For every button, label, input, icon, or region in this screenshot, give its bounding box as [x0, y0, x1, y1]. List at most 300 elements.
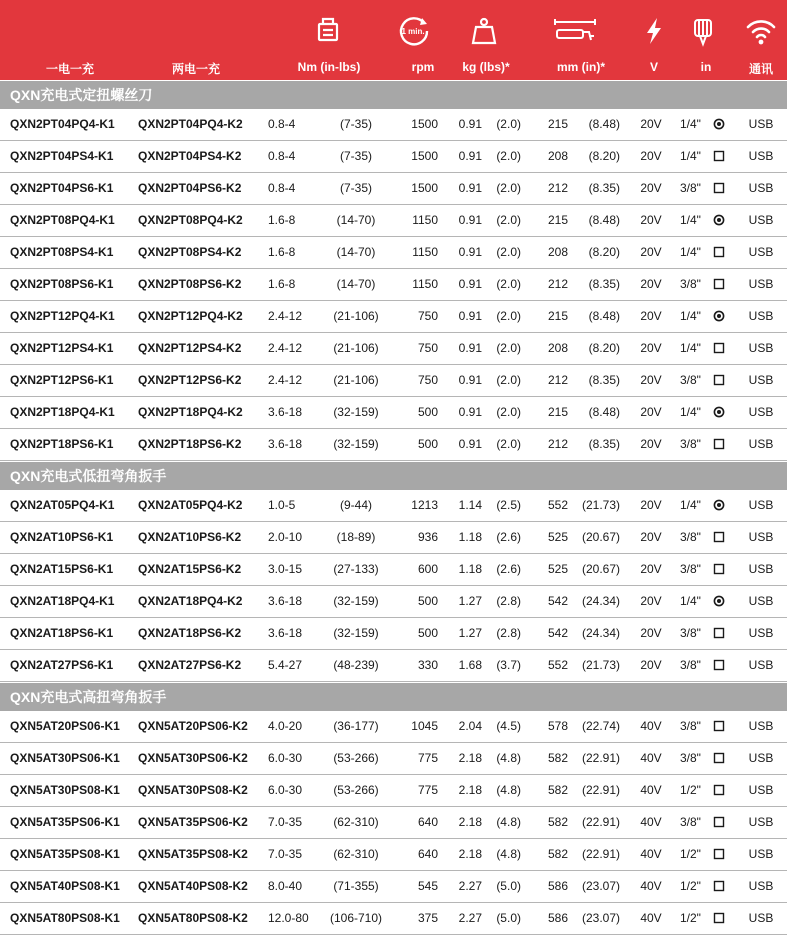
cell-drive-size: 1/4" — [680, 498, 701, 512]
cell-length-in: (8.20) — [588, 341, 620, 355]
cell-torque-nm: 12.0-80 — [268, 911, 309, 925]
section-title: QXN充电式定扭螺丝刀 — [0, 80, 787, 109]
square-drive-icon — [713, 627, 725, 639]
cell-model-k1: QXN5AT30PS06-K1 — [10, 751, 120, 765]
table-row — [0, 365, 787, 397]
cell-comm: USB — [748, 719, 774, 733]
cell-torque-inlbs: (32-159) — [333, 405, 379, 419]
table-row — [0, 397, 787, 429]
cell-weight-lbs: (2.8) — [496, 626, 521, 640]
cell-length-in: (8.35) — [588, 373, 620, 387]
cell-torque-inlbs: (7-35) — [339, 117, 372, 131]
cell-model-k2: QXN2PT04PS6-K2 — [138, 181, 242, 195]
cell-torque-inlbs: (62-310) — [333, 847, 379, 861]
cell-drive-size: 3/8" — [680, 530, 701, 544]
cell-comm: USB — [748, 815, 774, 829]
cell-model-k2: QXN2PT08PS6-K2 — [138, 277, 242, 291]
cell-rpm: 500 — [417, 405, 438, 419]
table-row — [0, 333, 787, 365]
cell-weight-kg: 2.27 — [458, 879, 482, 893]
cell-model-k2: QXN2PT12PS4-K2 — [138, 341, 242, 355]
cell-rpm: 500 — [417, 594, 438, 608]
cell-model-k2: QXN2PT08PQ4-K2 — [138, 213, 243, 227]
cell-length-in: (8.48) — [588, 309, 620, 323]
cell-length-mm: 542 — [547, 594, 568, 608]
cell-torque-nm: 2.4-12 — [268, 341, 303, 355]
cell-weight-kg: 0.91 — [458, 181, 482, 195]
cell-weight-kg: 2.18 — [458, 847, 482, 861]
cell-comm: USB — [748, 562, 774, 576]
cell-torque-nm: 3.6-18 — [268, 594, 303, 608]
cell-drive-size: 1/4" — [680, 341, 701, 355]
cell-weight-lbs: (2.0) — [496, 309, 521, 323]
cell-length-mm: 578 — [547, 719, 568, 733]
cell-comm: USB — [748, 783, 774, 797]
cell-weight-lbs: (2.8) — [496, 594, 521, 608]
quick-change-chuck-icon — [713, 214, 725, 226]
cell-rpm: 500 — [417, 437, 438, 451]
cell-drive-size: 3/8" — [680, 658, 701, 672]
cell-weight-kg: 2.27 — [458, 911, 482, 925]
cell-drive-size: 3/8" — [680, 751, 701, 765]
cell-weight-lbs: (2.6) — [496, 530, 521, 544]
cell-length-mm: 215 — [547, 117, 568, 131]
cell-model-k2: QXN2AT10PS6-K2 — [138, 530, 242, 544]
cell-model-k2: QXN2PT18PS6-K2 — [138, 437, 242, 451]
cell-torque-nm: 2.4-12 — [268, 309, 303, 323]
cell-torque-nm: 5.4-27 — [268, 658, 303, 672]
cell-length-mm: 212 — [547, 373, 568, 387]
tool-length-icon — [553, 14, 597, 48]
cell-torque-nm: 2.0-10 — [268, 530, 303, 544]
cell-length-in: (8.48) — [588, 117, 620, 131]
cell-weight-kg: 0.91 — [458, 405, 482, 419]
cell-voltage: 20V — [640, 213, 662, 227]
cell-drive-size: 1/4" — [680, 405, 701, 419]
cell-drive-size: 1/2" — [680, 911, 701, 925]
table-row — [0, 237, 787, 269]
cell-length-in: (21.73) — [581, 498, 620, 512]
cell-drive-size: 1/4" — [680, 213, 701, 227]
cell-model-k1: QXN2PT08PS4-K1 — [10, 245, 114, 259]
cell-comm: USB — [748, 751, 774, 765]
table-row — [0, 205, 787, 237]
cell-weight-kg: 0.91 — [458, 245, 482, 259]
table-row — [0, 807, 787, 839]
cell-length-in: (22.91) — [581, 751, 620, 765]
header-label-torque: Nm (in-lbs) — [297, 60, 361, 74]
cell-comm: USB — [748, 911, 774, 925]
cell-weight-kg: 0.91 — [458, 213, 482, 227]
cell-voltage: 20V — [640, 373, 662, 387]
cell-model-k1: QXN5AT20PS06-K1 — [10, 719, 120, 733]
cell-torque-inlbs: (32-159) — [333, 437, 379, 451]
table-row — [0, 618, 787, 650]
cell-weight-kg: 1.18 — [458, 530, 482, 544]
cell-voltage: 40V — [640, 719, 662, 733]
cell-voltage: 40V — [640, 783, 662, 797]
cell-comm: USB — [748, 213, 774, 227]
cell-weight-lbs: (3.7) — [496, 658, 521, 672]
cell-torque-nm: 7.0-35 — [268, 815, 303, 829]
square-drive-icon — [713, 246, 725, 258]
cell-comm: USB — [748, 117, 774, 131]
weight-icon — [467, 14, 501, 48]
cell-rpm: 1213 — [411, 498, 438, 512]
cell-torque-nm: 6.0-30 — [268, 751, 303, 765]
cell-drive-size: 1/2" — [680, 847, 701, 861]
cell-model-k1: QXN2AT27PS6-K1 — [10, 658, 114, 672]
cell-drive-size: 3/8" — [680, 373, 701, 387]
cell-weight-kg: 0.91 — [458, 341, 482, 355]
cell-weight-lbs: (4.8) — [496, 783, 521, 797]
header-label-rpm: rpm — [411, 60, 435, 74]
cell-length-mm: 525 — [547, 562, 568, 576]
cell-weight-kg: 2.18 — [458, 815, 482, 829]
table-body — [0, 80, 787, 935]
cell-length-in: (8.48) — [588, 405, 620, 419]
cell-model-k2: QXN2PT04PS4-K2 — [138, 149, 242, 163]
cell-rpm: 1500 — [411, 117, 438, 131]
cell-torque-inlbs: (14-70) — [336, 277, 376, 291]
cell-torque-nm: 1.6-8 — [268, 277, 296, 291]
cell-model-k2: QXN2AT18PQ4-K2 — [138, 594, 243, 608]
cell-torque-nm: 8.0-40 — [268, 879, 303, 893]
cell-drive-size: 3/8" — [680, 277, 701, 291]
square-drive-icon — [713, 342, 725, 354]
cell-weight-lbs: (2.0) — [496, 117, 521, 131]
cell-weight-kg: 1.14 — [458, 498, 482, 512]
cell-weight-lbs: (4.8) — [496, 815, 521, 829]
cell-length-mm: 208 — [547, 245, 568, 259]
cell-comm: USB — [748, 498, 774, 512]
cell-length-mm: 215 — [547, 405, 568, 419]
table-row — [0, 141, 787, 173]
cell-rpm: 600 — [417, 562, 438, 576]
cell-rpm: 936 — [417, 530, 438, 544]
cell-model-k2: QXN2PT12PS6-K2 — [138, 373, 242, 387]
quick-change-chuck-icon — [713, 310, 725, 322]
table-row — [0, 586, 787, 618]
cell-torque-inlbs: (18-89) — [336, 530, 376, 544]
cell-comm: USB — [748, 594, 774, 608]
cell-comm: USB — [748, 181, 774, 195]
cell-weight-kg: 0.91 — [458, 149, 482, 163]
cell-model-k1: QXN5AT40PS08-K1 — [10, 879, 120, 893]
cell-comm: USB — [748, 149, 774, 163]
cell-model-k1: QXN2AT15PS6-K1 — [10, 562, 114, 576]
cell-voltage: 20V — [640, 309, 662, 323]
cell-rpm: 375 — [417, 911, 438, 925]
cell-voltage: 20V — [640, 245, 662, 259]
cell-torque-nm: 1.0-5 — [268, 498, 296, 512]
cell-weight-kg: 0.91 — [458, 373, 482, 387]
square-drive-icon — [713, 784, 725, 796]
cell-length-mm: 212 — [547, 277, 568, 291]
cell-length-in: (22.74) — [581, 719, 620, 733]
cell-length-mm: 215 — [547, 309, 568, 323]
cell-length-mm: 582 — [547, 847, 568, 861]
table-row — [0, 743, 787, 775]
cell-rpm: 640 — [417, 815, 438, 829]
cell-length-in: (8.20) — [588, 245, 620, 259]
cell-model-k1: QXN2PT04PS6-K1 — [10, 181, 114, 195]
cell-model-k1: QXN5AT80PS08-K1 — [10, 911, 120, 925]
cell-weight-kg: 1.18 — [458, 562, 482, 576]
cell-weight-kg: 1.27 — [458, 594, 482, 608]
cell-length-mm: 208 — [547, 341, 568, 355]
cell-torque-inlbs: (14-70) — [336, 245, 376, 259]
square-drive-icon — [713, 659, 725, 671]
table-row — [0, 554, 787, 586]
cell-weight-kg: 2.04 — [458, 719, 482, 733]
table-row — [0, 109, 787, 141]
cell-torque-nm: 1.6-8 — [268, 245, 296, 259]
table-row — [0, 173, 787, 205]
cell-voltage: 20V — [640, 498, 662, 512]
cell-drive-size: 3/8" — [680, 437, 701, 451]
square-drive-icon — [713, 752, 725, 764]
cell-rpm: 775 — [417, 783, 438, 797]
cell-weight-kg: 0.91 — [458, 117, 482, 131]
cell-torque-inlbs: (9-44) — [339, 498, 372, 512]
cell-torque-nm: 3.6-18 — [268, 626, 303, 640]
cell-rpm: 545 — [417, 879, 438, 893]
cell-model-k2: QXN5AT30PS08-K2 — [138, 783, 248, 797]
cell-weight-lbs: (2.0) — [496, 181, 521, 195]
header-label-length: mm (in)* — [557, 60, 605, 74]
cell-rpm: 1500 — [411, 181, 438, 195]
cell-model-k1: QXN2PT04PQ4-K1 — [10, 117, 115, 131]
table-row — [0, 871, 787, 903]
cell-voltage: 40V — [640, 911, 662, 925]
cell-drive-size: 3/8" — [680, 181, 701, 195]
square-drive-icon — [713, 720, 725, 732]
cell-model-k2: QXN2AT18PS6-K2 — [138, 626, 242, 640]
cell-weight-lbs: (2.0) — [496, 437, 521, 451]
cell-weight-lbs: (5.0) — [496, 879, 521, 893]
cell-weight-kg: 2.18 — [458, 783, 482, 797]
cell-length-in: (21.73) — [581, 658, 620, 672]
cell-length-in: (8.20) — [588, 149, 620, 163]
speed-icon-text: 1 min. — [401, 27, 425, 36]
cell-length-mm: 582 — [547, 783, 568, 797]
cell-drive-size: 1/2" — [680, 783, 701, 797]
cell-drive-size: 3/8" — [680, 815, 701, 829]
cell-comm: USB — [748, 847, 774, 861]
cell-torque-inlbs: (7-35) — [339, 181, 372, 195]
cell-model-k2: QXN2AT27PS6-K2 — [138, 658, 242, 672]
cell-rpm: 750 — [417, 341, 438, 355]
cell-weight-lbs: (2.0) — [496, 213, 521, 227]
cell-weight-lbs: (2.0) — [496, 149, 521, 163]
cell-comm: USB — [748, 309, 774, 323]
cell-model-k1: QXN2AT18PS6-K1 — [10, 626, 114, 640]
torque-clamp-icon — [311, 14, 345, 48]
cell-model-k1: QXN5AT30PS08-K1 — [10, 783, 120, 797]
table-row — [0, 429, 787, 461]
cell-rpm: 750 — [417, 373, 438, 387]
cell-length-in: (22.91) — [581, 815, 620, 829]
cell-model-k2: QXN5AT35PS08-K2 — [138, 847, 248, 861]
cell-length-mm: 212 — [547, 181, 568, 195]
table-row — [0, 522, 787, 554]
cell-torque-nm: 4.0-20 — [268, 719, 303, 733]
cell-torque-inlbs: (21-106) — [333, 373, 379, 387]
square-drive-icon — [713, 531, 725, 543]
cell-length-mm: 586 — [547, 879, 568, 893]
header-label-voltage: V — [649, 60, 659, 74]
cell-torque-inlbs: (32-159) — [333, 626, 379, 640]
cell-torque-inlbs: (21-106) — [333, 309, 379, 323]
cell-weight-lbs: (4.8) — [496, 751, 521, 765]
speed-1min-icon — [397, 14, 431, 48]
cell-length-in: (20.67) — [581, 562, 620, 576]
cell-drive-size: 1/4" — [680, 117, 701, 131]
cell-torque-inlbs: (62-310) — [333, 815, 379, 829]
cell-torque-inlbs: (7-35) — [339, 149, 372, 163]
cell-rpm: 1500 — [411, 149, 438, 163]
cell-voltage: 20V — [640, 626, 662, 640]
cell-length-in: (24.34) — [581, 594, 620, 608]
cell-weight-lbs: (2.6) — [496, 562, 521, 576]
table-row — [0, 839, 787, 871]
cell-weight-kg: 0.91 — [458, 309, 482, 323]
square-drive-icon — [713, 880, 725, 892]
cell-voltage: 40V — [640, 847, 662, 861]
cell-model-k1: QXN2PT04PS4-K1 — [10, 149, 114, 163]
square-drive-icon — [713, 563, 725, 575]
cell-length-mm: 542 — [547, 626, 568, 640]
cell-length-mm: 215 — [547, 213, 568, 227]
cell-comm: USB — [748, 245, 774, 259]
cell-rpm: 750 — [417, 309, 438, 323]
cell-drive-size: 3/8" — [680, 626, 701, 640]
cell-comm: USB — [748, 437, 774, 451]
header-label-k2: 两电一充 — [171, 62, 221, 76]
square-drive-icon — [713, 848, 725, 860]
cell-weight-kg: 0.91 — [458, 437, 482, 451]
table-row — [0, 490, 787, 522]
cell-model-k2: QXN5AT30PS06-K2 — [138, 751, 248, 765]
header-label-k1: 一电一充 — [45, 62, 95, 76]
cell-weight-kg: 2.18 — [458, 751, 482, 765]
square-drive-icon — [713, 438, 725, 450]
cell-torque-nm: 3.0-15 — [268, 562, 303, 576]
cell-torque-nm: 2.4-12 — [268, 373, 303, 387]
cell-weight-lbs: (2.0) — [496, 245, 521, 259]
cell-length-mm: 586 — [547, 911, 568, 925]
cell-length-mm: 212 — [547, 437, 568, 451]
cell-torque-inlbs: (27-133) — [333, 562, 379, 576]
cell-model-k2: QXN2PT04PQ4-K2 — [138, 117, 243, 131]
cell-model-k2: QXN2PT08PS4-K2 — [138, 245, 242, 259]
quick-change-chuck-icon — [713, 499, 725, 511]
cell-torque-nm: 0.8-4 — [268, 117, 296, 131]
square-drive-icon — [713, 278, 725, 290]
cell-model-k2: QXN2PT18PQ4-K2 — [138, 405, 243, 419]
cell-length-mm: 552 — [547, 658, 568, 672]
cell-voltage: 20V — [640, 437, 662, 451]
section-title: QXN充电式高扭弯角扳手 — [0, 682, 787, 711]
cell-comm: USB — [748, 658, 774, 672]
cell-model-k2: QXN5AT80PS08-K2 — [138, 911, 248, 925]
cell-weight-lbs: (2.0) — [496, 341, 521, 355]
cell-torque-nm: 7.0-35 — [268, 847, 303, 861]
square-drive-icon — [713, 182, 725, 194]
cell-voltage: 20V — [640, 562, 662, 576]
cell-model-k1: QXN2AT18PQ4-K1 — [10, 594, 115, 608]
cell-voltage: 40V — [640, 751, 662, 765]
table-row — [0, 269, 787, 301]
cell-length-mm: 208 — [547, 149, 568, 163]
cell-model-k2: QXN5AT35PS06-K2 — [138, 815, 248, 829]
cell-torque-nm: 0.8-4 — [268, 149, 296, 163]
cell-weight-lbs: (5.0) — [496, 911, 521, 925]
cell-length-in: (22.91) — [581, 847, 620, 861]
cell-model-k2: QXN5AT20PS06-K2 — [138, 719, 248, 733]
section-title: QXN充电式低扭弯角扳手 — [0, 461, 787, 490]
cell-torque-inlbs: (36-177) — [333, 719, 379, 733]
cell-torque-inlbs: (14-70) — [336, 213, 376, 227]
cell-rpm: 330 — [417, 658, 438, 672]
cell-torque-nm: 3.6-18 — [268, 437, 303, 451]
cell-rpm: 1150 — [412, 245, 438, 259]
cell-torque-inlbs: (106-710) — [329, 911, 383, 925]
cell-weight-lbs: (2.0) — [496, 405, 521, 419]
cell-model-k1: QXN2PT12PS6-K1 — [10, 373, 114, 387]
cell-torque-inlbs: (53-266) — [333, 783, 379, 797]
cell-drive-size: 1/4" — [680, 245, 701, 259]
cell-voltage: 20V — [640, 658, 662, 672]
square-drive-icon — [713, 374, 725, 386]
cell-length-mm: 582 — [547, 815, 568, 829]
cell-rpm: 775 — [417, 751, 438, 765]
cell-length-in: (8.48) — [588, 213, 620, 227]
cell-comm: USB — [748, 405, 774, 419]
cell-drive-size: 1/2" — [680, 879, 701, 893]
cell-weight-lbs: (4.8) — [496, 847, 521, 861]
cell-weight-lbs: (4.5) — [496, 719, 521, 733]
cell-weight-lbs: (2.0) — [496, 277, 521, 291]
cell-comm: USB — [748, 530, 774, 544]
cell-length-mm: 582 — [547, 751, 568, 765]
cell-voltage: 40V — [640, 815, 662, 829]
cell-length-in: (22.91) — [581, 783, 620, 797]
lightning-icon — [637, 14, 671, 48]
cell-weight-kg: 0.91 — [458, 277, 482, 291]
cell-torque-nm: 6.0-30 — [268, 783, 303, 797]
quick-change-chuck-icon — [713, 595, 725, 607]
cell-voltage: 20V — [640, 530, 662, 544]
cell-length-in: (20.67) — [581, 530, 620, 544]
table-row — [0, 650, 787, 682]
cell-torque-nm: 1.6-8 — [268, 213, 296, 227]
cell-drive-size: 1/4" — [680, 594, 701, 608]
cell-model-k1: QXN5AT35PS06-K1 — [10, 815, 120, 829]
cell-rpm: 1150 — [412, 213, 438, 227]
header-label-weight: kg (lbs)* — [462, 60, 510, 74]
cell-model-k2: QXN2AT05PQ4-K2 — [138, 498, 243, 512]
cell-weight-lbs: (2.5) — [496, 498, 521, 512]
cell-model-k1: QXN2PT18PS6-K1 — [10, 437, 114, 451]
square-drive-icon — [713, 150, 725, 162]
cell-model-k2: QXN5AT40PS08-K2 — [138, 879, 248, 893]
cell-model-k1: QXN2AT10PS6-K1 — [10, 530, 114, 544]
cell-model-k1: QXN5AT35PS08-K1 — [10, 847, 120, 861]
cell-torque-inlbs: (32-159) — [333, 594, 379, 608]
table-row — [0, 301, 787, 333]
